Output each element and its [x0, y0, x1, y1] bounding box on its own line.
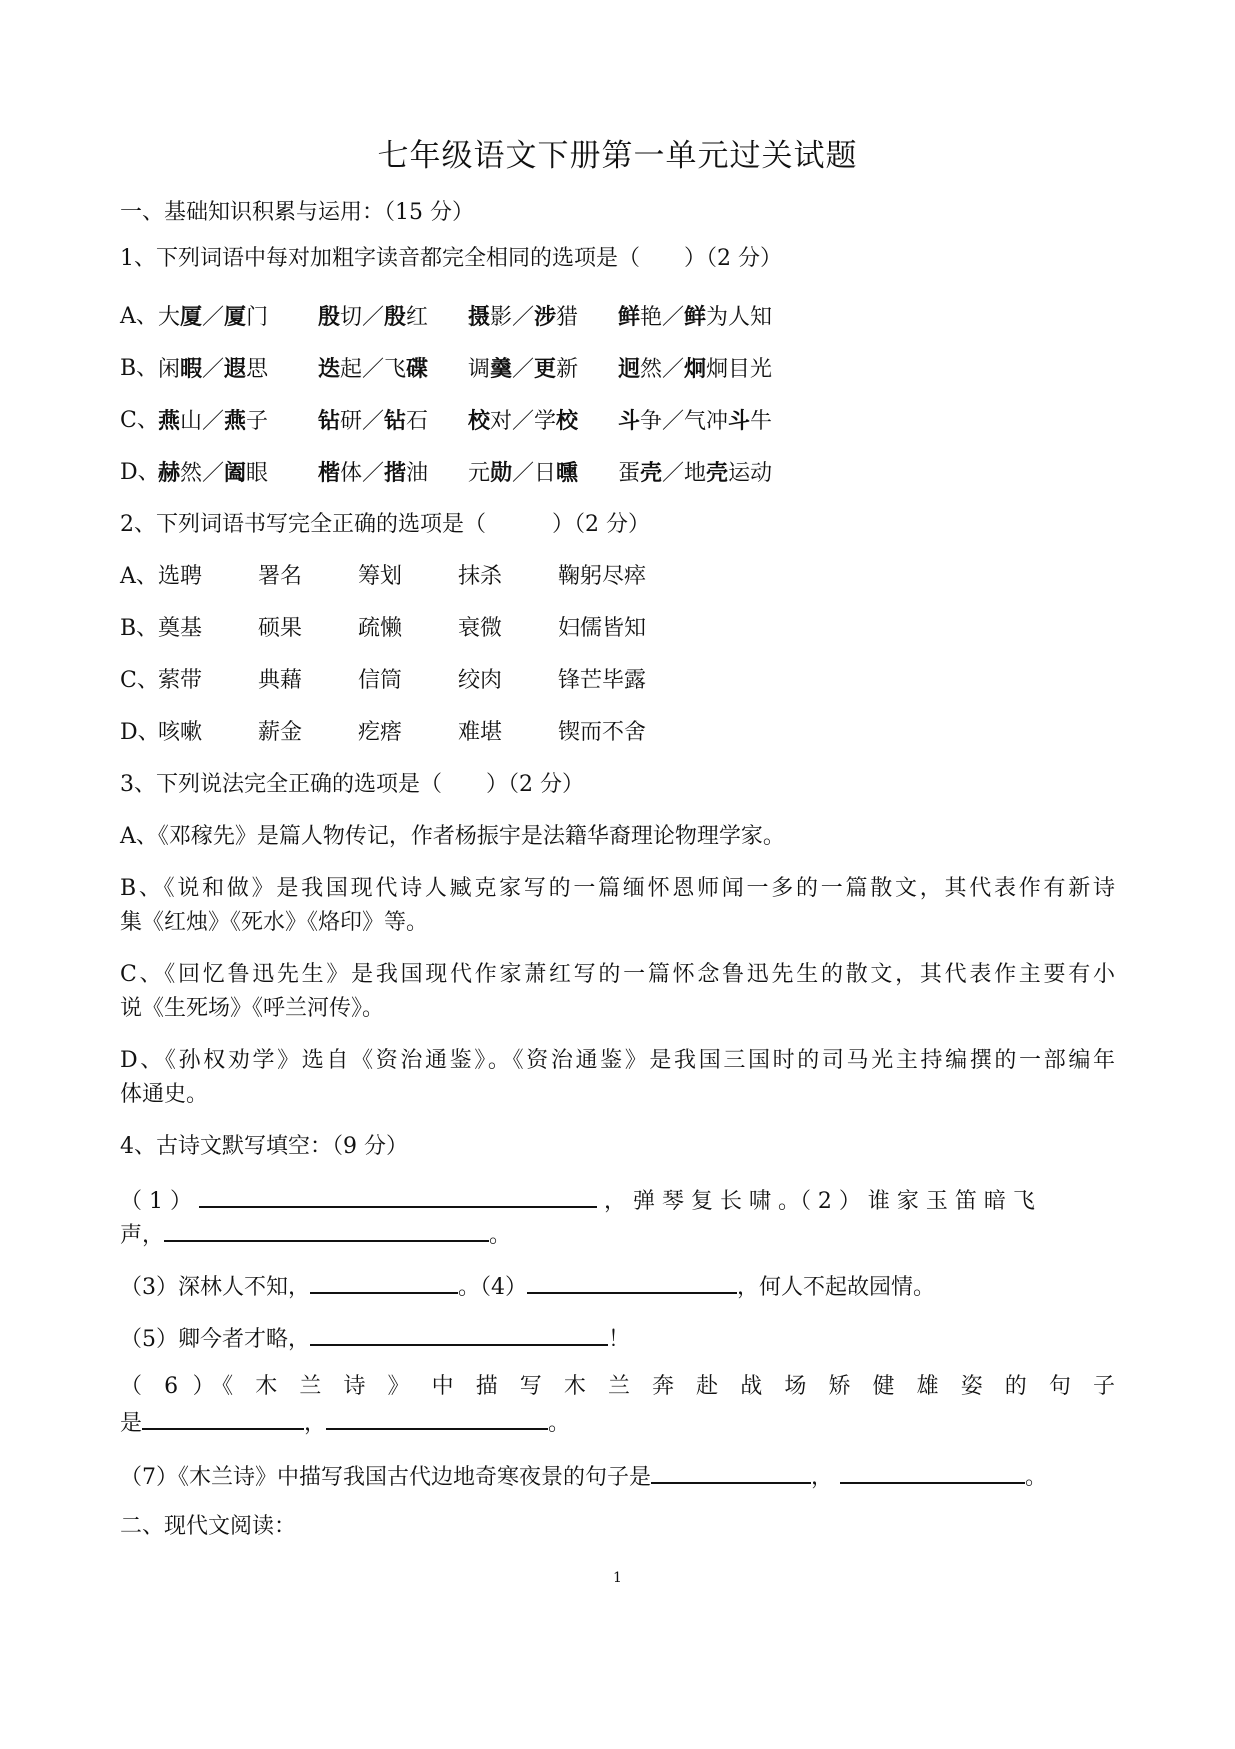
word: 疏懒 [358, 616, 403, 641]
answer-blank-9[interactable] [840, 1460, 1025, 1484]
word-pair-2: 迭起／飞碟 [318, 356, 429, 382]
q4-line-1-cont: 声， 。 [120, 1218, 511, 1251]
word-pair-1: 大厦／厦门 [158, 304, 269, 330]
option-label: A、 [120, 304, 158, 329]
q4-line-5: （5）卿今者才略， ！ [120, 1322, 630, 1355]
q4-stem: 4、古诗文默写填空：（9 分） [120, 1134, 408, 1159]
page-number: 1 [613, 1570, 622, 1586]
word: 锋芒毕露 [558, 668, 647, 693]
word: 薪金 [258, 720, 303, 745]
word-pair-1: 燕山／燕子 [158, 408, 269, 434]
word: 信筒 [358, 668, 403, 693]
answer-blank-7[interactable] [326, 1406, 548, 1430]
q4-line-1: （ 1 ） ， 弹 琴 复 长 啸 。（ 2 ） 谁 家 玉 笛 暗 飞 [120, 1184, 1115, 1217]
answer-blank-4[interactable] [527, 1270, 737, 1294]
word-pair-4: 迥然／炯炯目光 [618, 356, 773, 382]
q3-option-c-line2: 说《生死场》《呼兰河传》。 [120, 996, 385, 1021]
q4-line-7: （7）《木兰诗》中描写我国古代边地奇寒夜景的句子是 ， 。 [120, 1460, 1047, 1493]
q4-line-6-cont: 是 ， 。 [120, 1406, 570, 1439]
answer-blank-5[interactable] [310, 1322, 608, 1346]
option-label: B、 [120, 356, 159, 381]
q2-stem: 2、下列词语书写完全正确的选项是（ ）（2 分） [120, 512, 650, 537]
word-pair-3: 调羹／更新 [468, 356, 579, 382]
word: 绞肉 [458, 668, 503, 693]
q3-option-d-line2: 体通史。 [120, 1082, 209, 1107]
word-pair-3: 摄影／涉猎 [468, 304, 579, 330]
word: 萦带 [158, 668, 203, 693]
word-pair-2: 殷切／殷红 [318, 304, 429, 330]
option-label: B、 [120, 616, 159, 641]
word: 典藉 [258, 668, 303, 693]
q4-line-3: （3）深林人不知， 。（4） ，何人不起故园情。 [120, 1270, 935, 1303]
answer-blank-2[interactable] [164, 1218, 489, 1242]
word: 咳嗽 [158, 720, 203, 745]
word: 疙瘩 [358, 720, 403, 745]
word-pair-2: 楷体／揩油 [318, 460, 429, 486]
answer-blank-8[interactable] [651, 1460, 811, 1484]
word: 抹杀 [458, 564, 503, 589]
q4-line-6: （ 6 ）《 木 兰 诗 》 中 描 写 木 兰 奔 赴 战 场 矫 健 雄 姿 的 句 子 [120, 1374, 1115, 1399]
word: 奠基 [158, 616, 203, 641]
word-pair-4: 蛋壳／地壳运动 [618, 460, 773, 486]
page-title: 七年级语文下册第一单元过关试题 [377, 138, 858, 174]
word: 妇儒皆知 [558, 616, 647, 641]
word-pair-4: 斗争／气冲斗牛 [618, 408, 773, 434]
word-pair-4: 鲜艳／鲜为人知 [618, 304, 773, 330]
word-pair-2: 钻研／钻石 [318, 408, 429, 434]
word: 选聘 [158, 564, 203, 589]
word-pair-1: 闲暇／遐思 [158, 356, 269, 382]
word: 署名 [258, 564, 303, 589]
q3-option-c-line1: C、《回忆鲁迅先生》是我国现代作家萧红写的一篇怀念鲁迅先生的散文，其代表作主要有小 [120, 962, 1115, 987]
word: 硕果 [258, 616, 303, 641]
q3-option-b-line1: B、《说和做》是我国现代诗人臧克家写的一篇缅怀恩师闻一多的一篇散文，其代表作有新诗 [120, 876, 1115, 901]
word-pair-3: 元勋／日曛 [468, 460, 579, 486]
option-label: A、 [120, 564, 158, 589]
q1-stem: 1、下列词语中每对加粗字读音都完全相同的选项是（ ）（2 分） [120, 246, 782, 271]
answer-blank-1[interactable] [199, 1184, 597, 1208]
q3-stem: 3、下列说法完全正确的选项是（ ）（2 分） [120, 772, 584, 797]
word: 衰微 [458, 616, 503, 641]
section-1-heading: 一、基础知识积累与运用：（15 分） [120, 200, 474, 225]
option-label: D、 [120, 720, 160, 745]
word: 鞠躬尽瘁 [558, 564, 647, 589]
option-label: D、 [120, 460, 160, 485]
word: 筹划 [358, 564, 403, 589]
q3-option-a: A、《邓稼先》是篇人物传记，作者杨振宇是法籍华裔理论物理学家。 [120, 824, 785, 849]
word: 锲而不舍 [558, 720, 647, 745]
answer-blank-6[interactable] [142, 1406, 304, 1430]
q3-option-b-line2: 集《红烛》《死水》《烙印》等。 [120, 910, 429, 935]
section-2-heading: 二、现代文阅读： [120, 1514, 297, 1539]
word-pair-1: 赫然／阖眼 [158, 460, 269, 486]
word: 难堪 [458, 720, 503, 745]
q3-option-d-line1: D、《孙权劝学》选自《资治通鉴》。《资治通鉴》是我国三国时的司马光主持编撰的一部编年 [120, 1048, 1115, 1073]
word-pair-3: 校对／学校 [468, 408, 579, 434]
option-label: C、 [120, 408, 159, 433]
option-label: C、 [120, 668, 159, 693]
answer-blank-3[interactable] [310, 1270, 458, 1294]
